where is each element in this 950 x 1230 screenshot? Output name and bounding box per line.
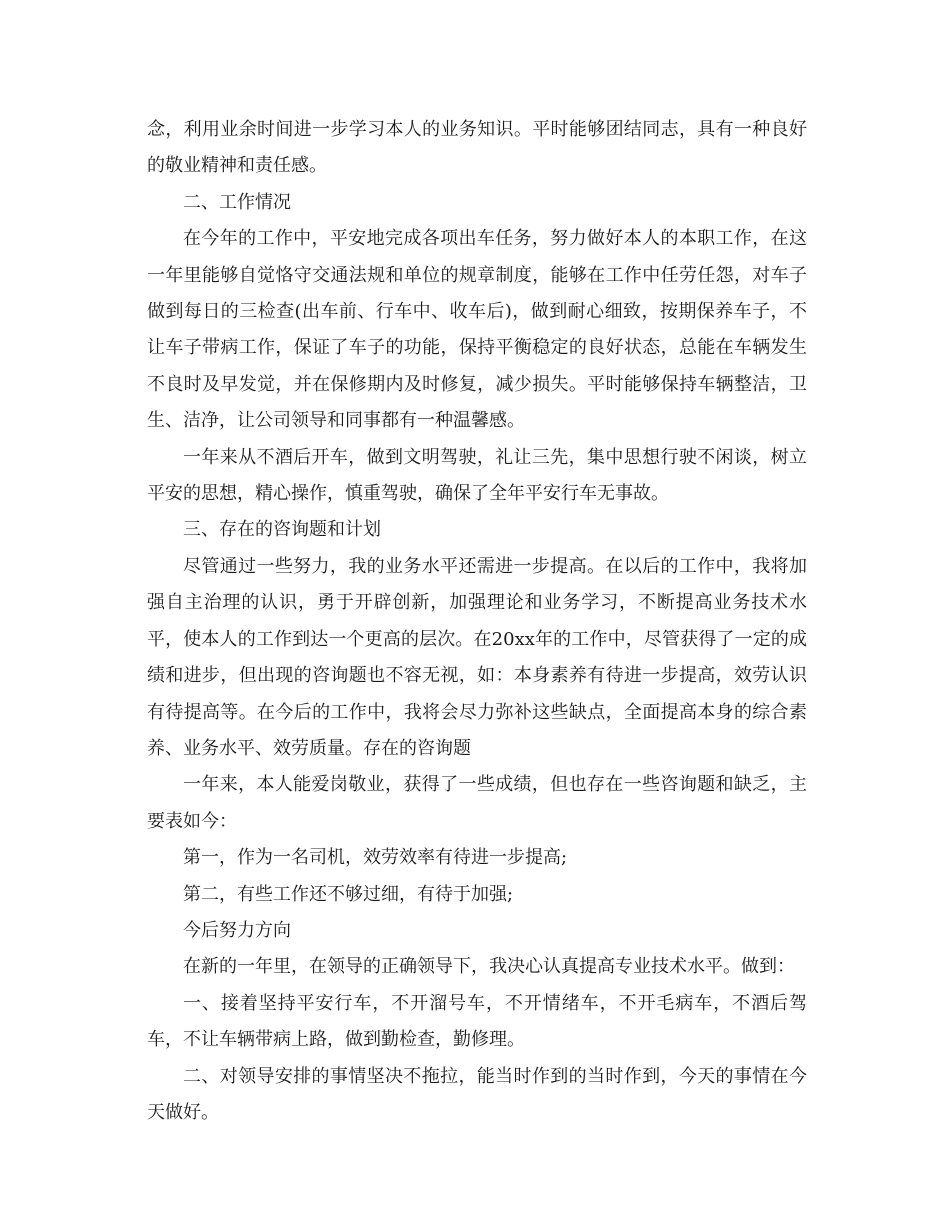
section-heading-work-status: 二、工作情况 — [183, 191, 291, 213]
paragraph-continuation: 念，利用业余时间进一步学习本人的业务知识。平时能够团结同志，具有一种良好的敬业精神和责任感。 — [147, 119, 807, 177]
section-heading-future-direction: 今后努力方向 — [183, 919, 291, 941]
document-body — [147, 112, 807, 1131]
paragraph-work-details: 在今年的工作中，平安地完成各项出车任务，努力做好本人的本职工作，在这一年里能够自觉恪守交通法规和单位的规章制度，能够在工作中任劳任怨，对车子做到每日的三检查(出车前、行车中、收车后)，做到耐心细致，按期保养车子，不让车子带病工作，保证了车子的功能，保持平衡稳定的良好状态，总能在车辆发生不良时及早发觉，并在保修期内及时修复，减少损失。平时能够保持车辆整洁，卫生、洁净，让公司领导和同事都有一种温馨感。 — [147, 228, 807, 432]
list-item-safe-driving: 一、接着坚持平安行车，不开溜号车，不开情绪车，不开毛病车，不酒后驾车，不让车辆带病上路，做到勤检查，勤修理。 — [147, 992, 807, 1051]
list-item-first: 第一，作为一名司机，效劳效率有待进一步提高; — [183, 847, 568, 869]
paragraph-improvement: 尽管通过一些努力，我的业务水平还需进一步提高。在以后的工作中，我将加强自主治理的认识，勇于开辟创新，加强理论和业务学习，不断提高业务技术水平，使本人的工作到达一个更高的层次。在20xx年的工作中，尽管获得了一定的成绩和进步，但出现的咨询题也不容无视，如：本身素养有待进一步提高，效劳认识有待提高等。在今后的工作中，我将会尽力弥补这些缺点，全面提高本身的综合素养、业务水平、效劳质量。存在的咨询题 — [147, 555, 807, 759]
paragraph-new-year-resolve: 在新的一年里，在领导的正确领导下，我决心认真提高专业技术水平。做到： — [183, 956, 795, 978]
list-item-second: 第二，有些工作还不够过细，有待于加强; — [183, 883, 514, 905]
paragraph-shortcomings: 一年来，本人能爱岗敬业，获得了一些成绩，但也存在一些咨询题和缺乏，主要表如今： — [147, 774, 807, 832]
paragraph-safe-driving: 一年来从不酒后开车，做到文明驾驶，礼让三先，集中思想行驶不闲谈，树立平安的思想，精心操作，慎重驾驶，确保了全年平安行车无事故。 — [147, 446, 807, 505]
section-heading-problems-plans: 三、存在的咨询题和计划 — [183, 519, 381, 541]
list-item-no-delay: 二、对领导安排的事情坚决不拖拉，能当时作到的当时作到，今天的事情在今天做好。 — [147, 1065, 807, 1123]
